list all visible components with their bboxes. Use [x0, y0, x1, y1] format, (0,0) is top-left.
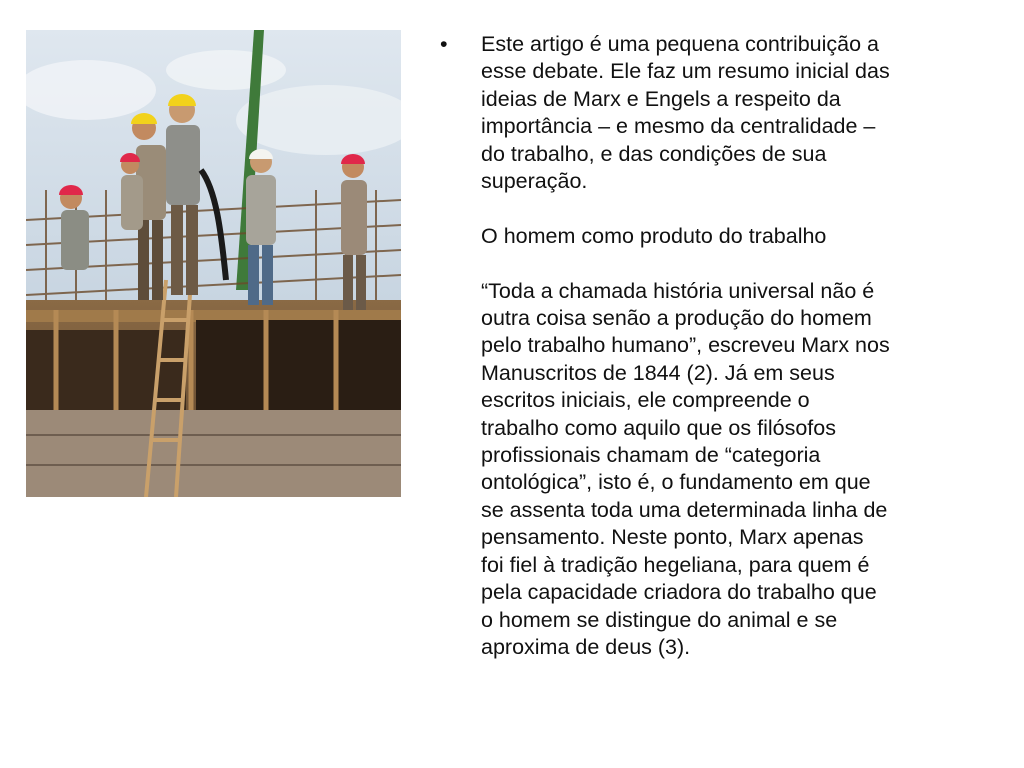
intro-line-6: superação.: [481, 169, 588, 194]
intro-line-4: importância – e mesmo da centralidade –: [481, 114, 876, 139]
body-line-3: pelo trabalho humano”, escreveu Marx nos: [481, 333, 890, 358]
spacer: [481, 250, 1000, 277]
construction-workers-photo: [26, 30, 401, 497]
body-line-12: pela capacidade criadora do trabalho que: [481, 580, 877, 605]
body-line-11: foi fiel à tradição hegeliana, para quem é: [481, 552, 870, 577]
body-line-4: Manuscritos de 1844 (2). Já em seus: [481, 360, 835, 385]
body-line-1: “Toda a chamada história universal não é: [481, 278, 875, 303]
body-line-5: escritos iniciais, ele compreende o: [481, 388, 810, 413]
intro-line-3: ideias de Marx e Engels a respeito da: [481, 86, 841, 111]
section-heading: O homem como produto do trabalho: [481, 223, 827, 248]
body-line-13: o homem se distingue do animal e se: [481, 607, 838, 632]
intro-line-1: Este artigo é uma pequena contribuição a: [481, 32, 880, 56]
bullet-dot: •: [440, 32, 448, 56]
body-line-6: trabalho como aquilo que os filósofos: [481, 415, 836, 440]
intro-line-2: esse debate. Ele faz um resumo inicial das: [481, 59, 890, 84]
body-line-9: se assenta toda uma determinada linha de: [481, 497, 888, 522]
body-text: [440, 31, 1000, 661]
bullet-item: [440, 31, 1000, 661]
body-line-8: ontológica”, isto é, o fundamento em que: [481, 470, 871, 495]
body-line-2: outra coisa senão a produção do homem: [481, 306, 872, 331]
spacer: [481, 195, 1000, 222]
body-line-10: pensamento. Neste ponto, Marx apenas: [481, 525, 864, 550]
body-line-7: profissionais chamam de “categoria: [481, 443, 821, 468]
body-line-14: aproxima de deus (3).: [481, 634, 691, 659]
intro-line-5: do trabalho, e das condições de sua: [481, 141, 827, 166]
